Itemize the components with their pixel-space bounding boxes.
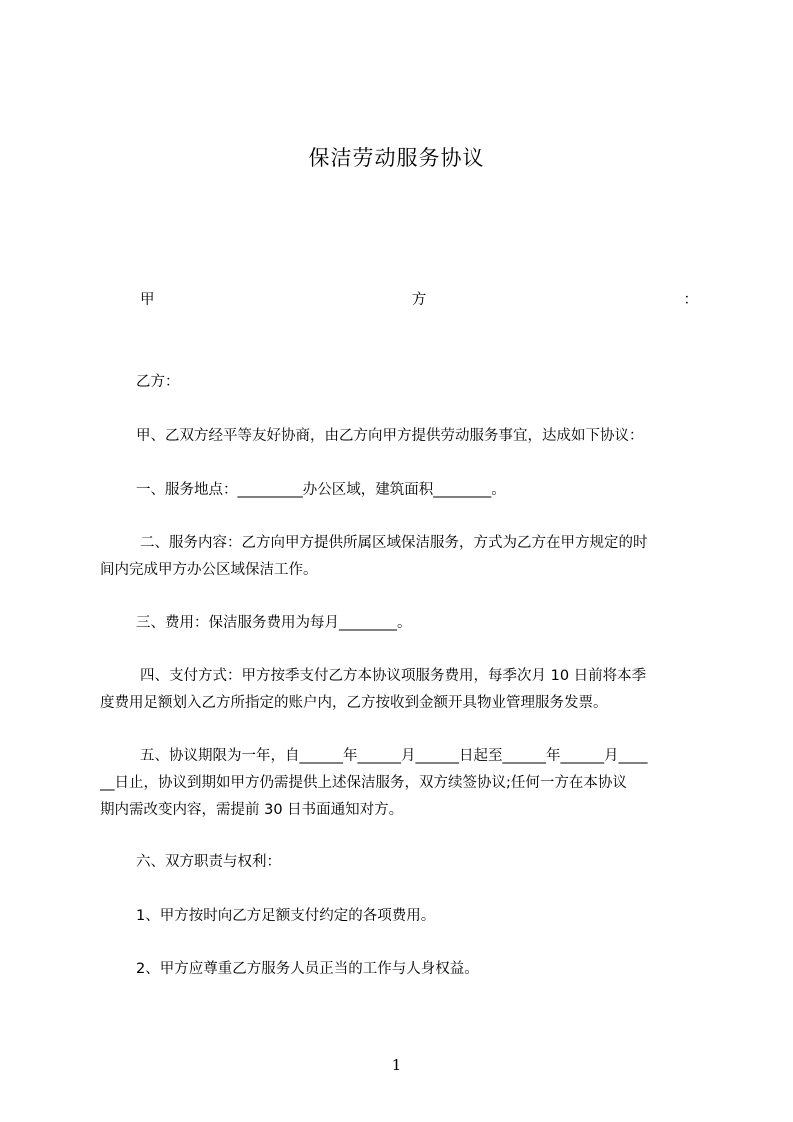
- clause-1-service-location: 一、服务地点：_________办公区域，建筑面积________。: [136, 482, 506, 498]
- clause-4-line-2: 度费用足额划入乙方所指定的账户内，乙方按收到金额开具物业管理服务发票。: [100, 695, 608, 711]
- clause-6-item-2: 2、甲方应尊重乙方服务人员正当的工作与人身权益。: [136, 961, 479, 977]
- party-a-char1: 甲: [140, 292, 155, 308]
- document-title: 保洁劳动服务协议: [308, 146, 485, 170]
- party-a-line: [140, 290, 698, 310]
- clause-5-line-2: __日止，协议到期如甲方仍需提供上述保洁服务，双方续签协议;任何一方在本协议: [100, 775, 627, 791]
- party-a-colon: ：: [683, 292, 698, 308]
- clause-5-line-3: 期内需改变内容，需提前 30 日书面通知对方。: [100, 802, 404, 818]
- clause-5-line-1: 五、协议期限为一年，自______年______月______日起至______年______月____: [140, 748, 648, 764]
- clause-2-line-2: 间内完成甲方办公区域保洁工作。: [100, 562, 318, 578]
- intro-paragraph: 甲、乙双方经平等友好协商，由乙方向甲方提供劳动服务事宜，达成如下协议：: [136, 428, 644, 444]
- party-a-char2: 方: [411, 292, 427, 308]
- clause-6-item-1: 1、甲方按时向乙方足额支付约定的各项费用。: [136, 908, 436, 924]
- clause-3-fee: 三、费用：保洁服务费用为每月________。: [136, 615, 412, 631]
- clause-6-heading: 六、双方职责与权利：: [136, 854, 281, 870]
- clause-4-line-1: 四、支付方式：甲方按季支付乙方本协议项服务费用，每季次月 10 日前将本季: [140, 668, 647, 684]
- party-b-line: 乙方：: [136, 374, 180, 390]
- page-number: 1: [391, 1056, 402, 1074]
- clause-2-line-1: 二、服务内容：乙方向甲方提供所属区域保洁服务，方式为乙方在甲方规定的时: [140, 535, 648, 551]
